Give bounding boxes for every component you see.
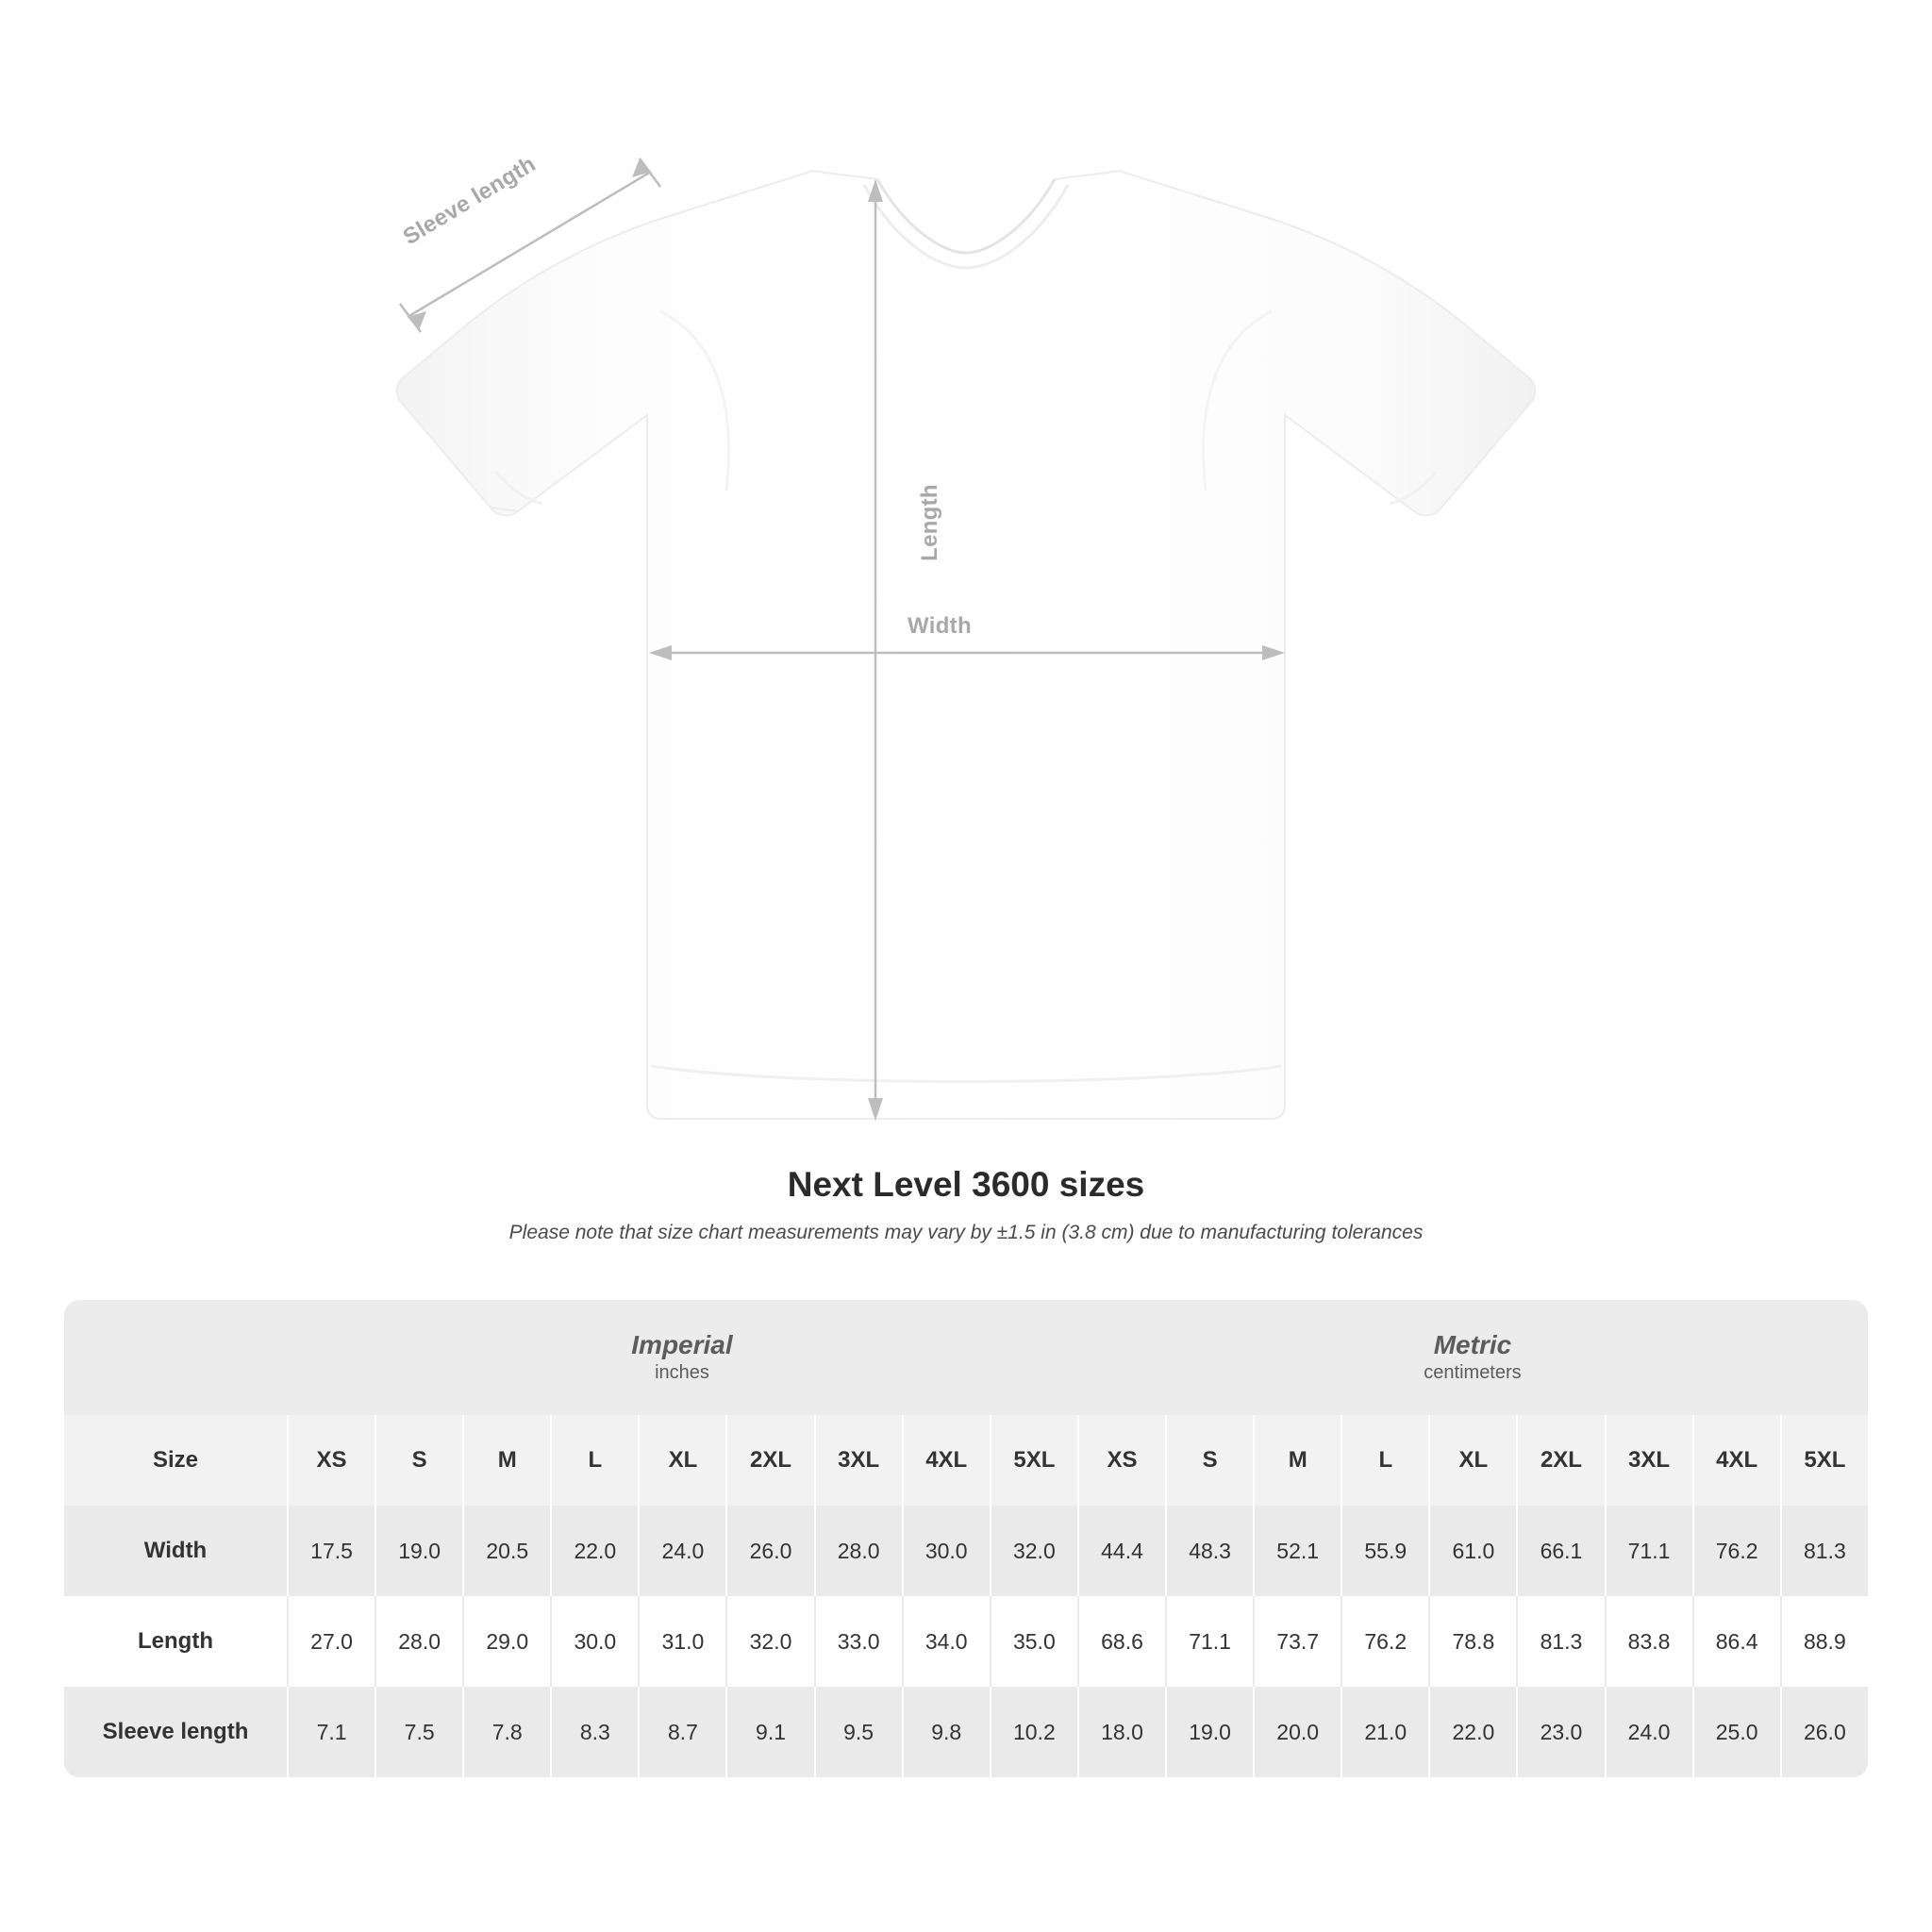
width-4xl-in: 30.0	[902, 1506, 990, 1596]
unit-group-metric-sub: centimeters	[1424, 1362, 1522, 1384]
size-header-label: Size	[64, 1415, 287, 1506]
table-row	[64, 1687, 1868, 1777]
length-m-in: 29.0	[462, 1596, 550, 1687]
size-header-row	[64, 1415, 1868, 1506]
size-table	[64, 1300, 1868, 1777]
size-header-5xl-imperial: 5XL	[990, 1415, 1077, 1506]
unit-group-metric	[1077, 1300, 1868, 1415]
size-header-m-imperial: M	[462, 1415, 550, 1506]
unit-group-imperial-sub: inches	[655, 1362, 709, 1384]
length-s-in: 28.0	[375, 1596, 462, 1687]
size-header-m-metric: M	[1253, 1415, 1341, 1506]
length-3xl-cm: 83.8	[1605, 1596, 1692, 1687]
sleeve-m-cm: 20.0	[1253, 1687, 1341, 1777]
sleeve-s-cm: 19.0	[1165, 1687, 1253, 1777]
width-2xl-in: 26.0	[725, 1506, 813, 1596]
sleeve-xs-in: 7.1	[287, 1687, 375, 1777]
length-l-in: 30.0	[550, 1596, 638, 1687]
width-s-in: 19.0	[375, 1506, 462, 1596]
length-l-cm: 76.2	[1341, 1596, 1428, 1687]
sleeve-s-in: 7.5	[375, 1687, 462, 1777]
length-4xl-in: 34.0	[902, 1596, 990, 1687]
width-5xl-cm: 81.3	[1780, 1506, 1868, 1596]
unit-group-imperial-name: Imperial	[631, 1329, 733, 1359]
sleeve-xs-cm: 18.0	[1077, 1687, 1165, 1777]
length-4xl-cm: 86.4	[1692, 1596, 1780, 1687]
size-header-s-metric: S	[1165, 1415, 1253, 1506]
sleeve-2xl-cm: 23.0	[1516, 1687, 1604, 1777]
size-header-s-imperial: S	[375, 1415, 462, 1506]
width-4xl-cm: 76.2	[1692, 1506, 1780, 1596]
size-header-2xl-imperial: 2XL	[725, 1415, 813, 1506]
length-xs-cm: 68.6	[1077, 1596, 1165, 1687]
page-title: Next Level 3600 sizes	[787, 1165, 1145, 1204]
row-label-width: Width	[64, 1506, 287, 1596]
width-m-in: 20.5	[462, 1506, 550, 1596]
length-2xl-cm: 81.3	[1516, 1596, 1604, 1687]
length-5xl-in: 35.0	[990, 1596, 1077, 1687]
sleeve-length-dimension-label: Sleeve length	[398, 151, 541, 251]
sleeve-4xl-in: 9.8	[902, 1687, 990, 1777]
width-m-cm: 52.1	[1253, 1506, 1341, 1596]
sleeve-m-in: 7.8	[462, 1687, 550, 1777]
width-l-in: 22.0	[550, 1506, 638, 1596]
size-header-xl-imperial: XL	[638, 1415, 725, 1506]
tolerance-note: Please note that size chart measurements may vary by ±1.5 in (3.8 cm) due to manufacturing tolerances	[508, 1222, 1424, 1243]
size-header-5xl-metric: 5XL	[1780, 1415, 1868, 1506]
length-3xl-in: 33.0	[814, 1596, 902, 1687]
width-s-cm: 48.3	[1165, 1506, 1253, 1596]
sleeve-l-in: 8.3	[550, 1687, 638, 1777]
width-dimension-label: Width	[908, 613, 972, 639]
length-s-cm: 71.1	[1165, 1596, 1253, 1687]
table-row	[64, 1506, 1868, 1596]
table-row	[64, 1596, 1868, 1687]
width-xl-cm: 61.0	[1428, 1506, 1516, 1596]
sleeve-xl-cm: 22.0	[1428, 1687, 1516, 1777]
row-label-sleeve-length: Sleeve length	[64, 1687, 287, 1777]
size-table-wrapper	[64, 1300, 1868, 1777]
size-header-2xl-metric: 2XL	[1516, 1415, 1604, 1506]
size-header-3xl-imperial: 3XL	[814, 1415, 902, 1506]
length-5xl-cm: 88.9	[1780, 1596, 1868, 1687]
unit-group-imperial	[287, 1300, 1077, 1415]
width-3xl-in: 28.0	[814, 1506, 902, 1596]
size-header-4xl-imperial: 4XL	[902, 1415, 990, 1506]
sleeve-l-cm: 21.0	[1341, 1687, 1428, 1777]
length-xl-cm: 78.8	[1428, 1596, 1516, 1687]
length-dimension-label: Length	[916, 484, 942, 561]
length-2xl-in: 32.0	[725, 1596, 813, 1687]
size-header-l-imperial: L	[550, 1415, 638, 1506]
length-xl-in: 31.0	[638, 1596, 725, 1687]
size-header-3xl-metric: 3XL	[1605, 1415, 1692, 1506]
size-header-xl-metric: XL	[1428, 1415, 1516, 1506]
size-header-xs-metric: XS	[1077, 1415, 1165, 1506]
row-label-length: Length	[64, 1596, 287, 1687]
sleeve-3xl-in: 9.5	[814, 1687, 902, 1777]
width-xs-cm: 44.4	[1077, 1506, 1165, 1596]
unit-group-spacer	[64, 1300, 287, 1415]
sleeve-5xl-cm: 26.0	[1780, 1687, 1868, 1777]
sleeve-5xl-in: 10.2	[990, 1687, 1077, 1777]
unit-group-header-row	[64, 1300, 1868, 1415]
sleeve-xl-in: 8.7	[638, 1687, 725, 1777]
width-5xl-in: 32.0	[990, 1506, 1077, 1596]
length-m-cm: 73.7	[1253, 1596, 1341, 1687]
sleeve-3xl-cm: 24.0	[1605, 1687, 1692, 1777]
sleeve-2xl-in: 9.1	[725, 1687, 813, 1777]
title-block	[0, 1165, 1932, 1244]
width-xs-in: 17.5	[287, 1506, 375, 1596]
sleeve-4xl-cm: 25.0	[1692, 1687, 1780, 1777]
unit-group-metric-name: Metric	[1433, 1329, 1512, 1359]
length-xs-in: 27.0	[287, 1596, 375, 1687]
width-3xl-cm: 71.1	[1605, 1506, 1692, 1596]
width-xl-in: 24.0	[638, 1506, 725, 1596]
size-header-l-metric: L	[1341, 1415, 1428, 1506]
width-l-cm: 55.9	[1341, 1506, 1428, 1596]
size-header-4xl-metric: 4XL	[1692, 1415, 1780, 1506]
size-header-xs-imperial: XS	[287, 1415, 375, 1506]
width-2xl-cm: 66.1	[1516, 1506, 1604, 1596]
